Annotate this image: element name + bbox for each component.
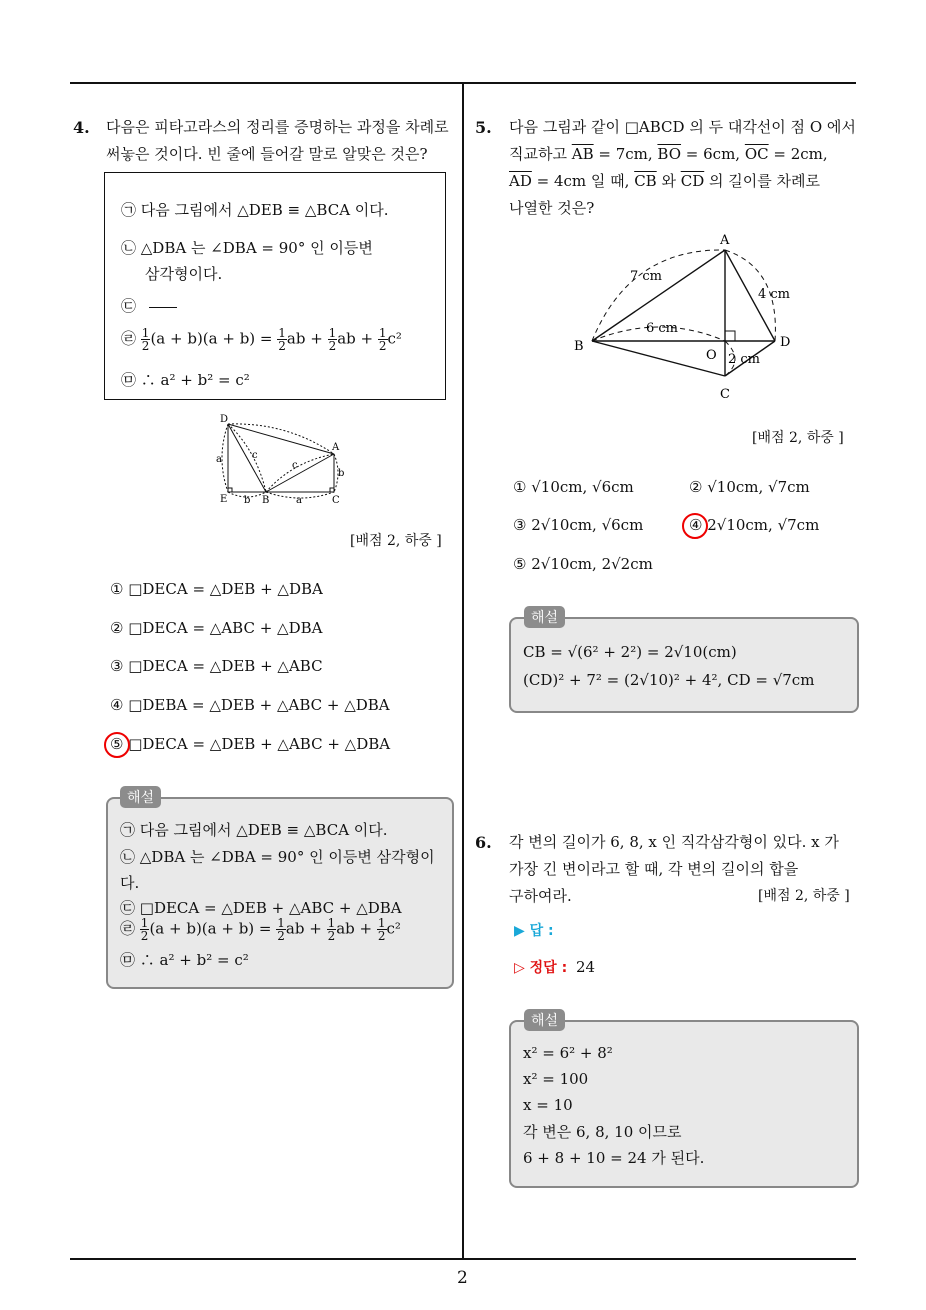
- q5-fig-label-O: O: [706, 348, 717, 363]
- q4-fig-label-E: E: [220, 494, 228, 505]
- q4-fig-label-B: B: [262, 495, 270, 506]
- q5-fig-label-bo: 6 cm: [646, 321, 679, 336]
- q6-line2: 가장 긴 변이라고 할 때, 각 변의 길이의 합을: [509, 860, 799, 878]
- q5-choice-2[interactable]: ② √10cm, √7cm: [689, 478, 810, 496]
- q4-step4-frac3: $\frac{1}{2}$: [328, 326, 337, 353]
- q5-line1: 다음 그림과 같이 □ABCD 의 두 대각선이 점 O 에서: [509, 118, 856, 136]
- q6-number: 6.: [475, 833, 492, 852]
- q6-explain-l3: x = 10: [523, 1096, 573, 1114]
- q6-correct-value: 24: [575, 958, 596, 976]
- q4-explain-l5: ㉤ ∴ a² + b² = c²: [120, 951, 249, 969]
- q5-fig-label-A: A: [720, 233, 730, 248]
- q5-line2: 직교하고 $\overline{AB} = 7cm$, $\overline{BO} = 6cm$, $\overline{OC} = 2cm$,: [509, 145, 828, 163]
- q5-line3: $\overline{AD} = 4cm$ 일 때, $\overline{CB}$ 와 $\overline{CD}$ 의 길이를 차례로: [509, 172, 820, 190]
- q4-explain-l2a: ㉡ △DBA 는 ∠DBA = 90° 인 이등변 삼각형이: [120, 848, 435, 866]
- q6-explain-box: [509, 1020, 859, 1188]
- q4-points: [배점 2, 하중 ]: [350, 533, 442, 549]
- q4-explain-l3: ㉢ □DECA = △DEB + △ABC + △DBA: [120, 899, 402, 917]
- q5-explain-tag: 해설: [524, 606, 565, 628]
- q6-line1: 각 변의 길이가 6, 8, x 인 직각삼각형이 있다. x 가: [509, 833, 839, 851]
- q4-fig-label-a2: a: [296, 495, 302, 506]
- q4-explain-box: [106, 797, 454, 989]
- q6-explain-tag: 해설: [524, 1009, 565, 1031]
- q4-explain-l2b: 다.: [120, 874, 140, 892]
- q6-correct: [514, 957, 595, 977]
- q5-line4: 나열한 것은?: [509, 199, 595, 217]
- q4-explain-l4: ㉣ $\frac{1}{2}$ (a + b)(a + b) = $\frac{1}{2}$ ab + $\frac{1}{2}$ ab + $\frac{1}{2}$ c²: [120, 916, 401, 943]
- q6-explain-l1: x² = 6² + 8²: [523, 1044, 613, 1062]
- q5-fig-label-C: C: [720, 387, 730, 402]
- q5-explain-l2: (CD)² + 7² = (2√10)² + 4², CD = √7cm: [523, 671, 815, 689]
- q4-question-line1: 다음은 피타고라스의 정리를 증명하는 과정을 차례로: [106, 118, 449, 136]
- q5-figure: [570, 228, 810, 408]
- q4-choice-1[interactable]: ① □DECA = △DEB + △DBA: [110, 580, 323, 598]
- q4-fig-label-c1: c: [252, 450, 258, 461]
- q4-figure: [212, 410, 352, 510]
- q4-proof-box: [104, 172, 446, 400]
- q5-fig-label-oc: 2 cm: [728, 352, 761, 367]
- page-number: 2: [457, 1268, 468, 1288]
- q4-fig-label-c2: c: [292, 460, 298, 471]
- q4-step2b: 삼각형이다.: [145, 265, 223, 283]
- q4-choice-5[interactable]: ⑤ □DECA = △DEB + △ABC + △DBA: [110, 735, 391, 753]
- q6-explain-l5: 6 + 8 + 10 = 24 가 된다.: [523, 1149, 705, 1167]
- q5-explain-box: [509, 617, 859, 713]
- q4-number: 4.: [73, 118, 90, 137]
- q4-step4: ㉣ $\frac{1}{2}$ (a + b)(a + b) = $\frac{1}{2}$ ab + $\frac{1}{2}$ ab + $\frac{1}{2}$ c²: [121, 326, 402, 353]
- q6-answer-label[interactable]: ▶ 답 :: [514, 923, 554, 939]
- q5-number: 5.: [475, 118, 492, 137]
- q5-fig-label-ad: 4 cm: [758, 287, 791, 302]
- q5-fig-label-B: B: [574, 339, 584, 354]
- q4-fig-label-b2: b: [338, 468, 345, 479]
- q5-fig-label-D: D: [780, 335, 791, 350]
- q4-step4-frac1: $\frac{1}{2}$: [141, 326, 150, 353]
- q4-correct-mark: [104, 732, 130, 758]
- q4-blank-line: [149, 307, 177, 308]
- q5-choice-5[interactable]: ⑤ 2√10cm, 2√2cm: [513, 555, 653, 573]
- column-divider: [462, 82, 464, 1259]
- q4-step4-frac4: $\frac{1}{2}$: [378, 326, 387, 353]
- q4-fig-label-D: D: [220, 414, 229, 425]
- q4-question: [106, 114, 449, 168]
- q5-explain-l1: CB = √(6² + 2²) = 2√10(cm): [523, 643, 737, 661]
- q6-line3: 구하여라.: [509, 887, 572, 905]
- q4-choice-3[interactable]: ③ □DECA = △DEB + △ABC: [110, 657, 323, 675]
- q4-step4-marker: ㉣: [121, 329, 137, 348]
- q6-correct-label: ▷ 정답 :: [514, 960, 568, 976]
- q4-step5: ㉤ ∴ a² + b² = c²: [121, 371, 250, 389]
- q5-choice-4[interactable]: ④ 2√10cm, √7cm: [689, 516, 820, 534]
- q5-points: [배점 2, 하중 ]: [752, 430, 844, 446]
- q4-step4-frac2: $\frac{1}{2}$: [278, 326, 286, 353]
- q4-choice-4[interactable]: ④ □DEBA = △DEB + △ABC + △DBA: [110, 696, 390, 714]
- q5-choice-1[interactable]: ① √10cm, √6cm: [513, 478, 634, 496]
- q6-explain-l2: x² = 100: [523, 1070, 589, 1088]
- q4-choice-2[interactable]: ② □DECA = △ABC + △DBA: [110, 619, 323, 637]
- q4-explain-tag: 해설: [120, 786, 161, 808]
- q4-step3: [121, 295, 177, 316]
- q5-correct-mark: [682, 513, 708, 539]
- q6-explain-l4: 각 변은 6, 8, 10 이므로: [523, 1123, 682, 1141]
- q6-points: [배점 2, 하중 ]: [758, 888, 850, 904]
- q4-explain-l1: ㉠ 다음 그림에서 △DEB ≡ △BCA 이다.: [120, 821, 388, 839]
- q4-fig-label-C: C: [332, 495, 340, 506]
- q4-step3-marker: ㉢: [121, 297, 137, 315]
- q5-choice-3[interactable]: ③ 2√10cm, √6cm: [513, 516, 644, 534]
- q5-fig-label-ab: 7 cm: [630, 269, 663, 284]
- q4-step1: ㉠ 다음 그림에서 △DEB ≡ △BCA 이다.: [121, 201, 389, 219]
- q4-fig-label-a1: a: [216, 454, 222, 465]
- q4-step2a: ㉡ △DBA 는 ∠DBA = 90° 인 이등변: [121, 239, 373, 257]
- q4-fig-label-A: A: [332, 442, 340, 453]
- q5-question: [509, 114, 856, 222]
- q4-fig-label-b1: b: [244, 495, 251, 506]
- q4-question-line2: 써놓은 것이다. 빈 줄에 들어갈 말로 알맞은 것은?: [106, 145, 428, 163]
